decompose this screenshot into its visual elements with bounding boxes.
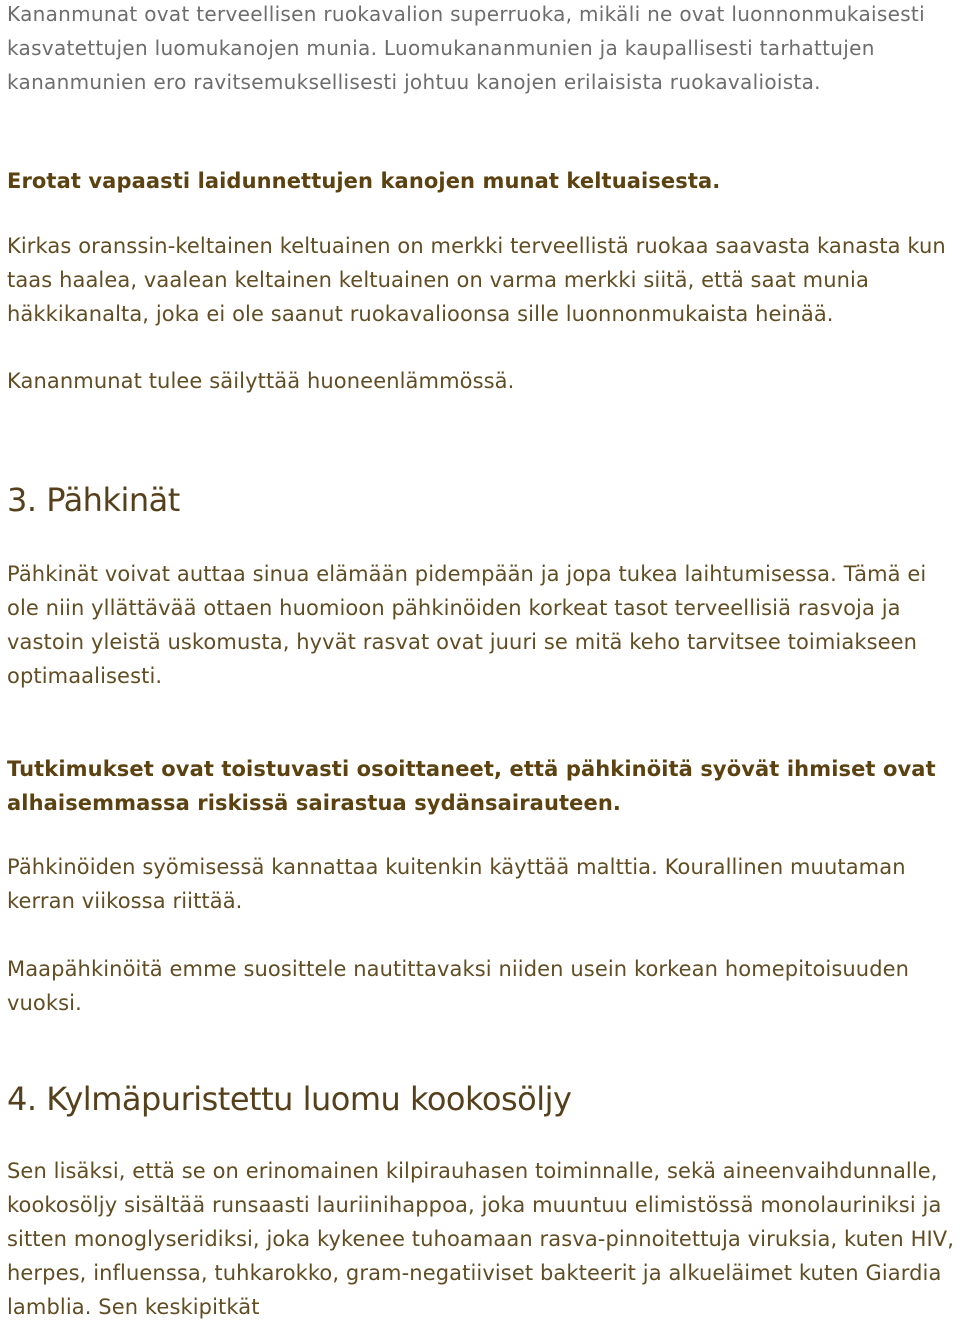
- moderation-paragraph: Pähkinöiden syömisessä kannattaa kuitenkin käyttää malttia. Kourallinen muutaman kerran viikossa riittää.: [7, 855, 906, 913]
- storage-paragraph: Kananmunat tulee säilyttää huoneenlämmössä.: [7, 369, 515, 393]
- section-heading-coconut: 4. Kylmäpuristettu luomu kookosöljy: [7, 1080, 572, 1118]
- yolk-paragraph: Kirkas oranssin-keltainen keltuainen on merkki terveellistä ruokaa saavasta kanasta kun taas haalea, vaalean keltainen keltuainen on varma merkki siitä, että saat munia häkkikanalta, joka ei ole saanut ruokavalioonsa sille luonnonmukaista heinää.: [7, 234, 946, 326]
- nuts-highlight: Tutkimukset ovat toistuvasti osoittaneet, että pähkinöitä syövät ihmiset ovat alhaisemmassa riskissä sairastua sydänsairauteen.: [7, 757, 936, 815]
- eggs-highlight: Erotat vapaasti laidunnettujen kanojen munat keltuaisesta.: [7, 169, 721, 193]
- section-heading-nuts: 3. Pähkinät: [7, 481, 180, 519]
- coconut-paragraph: Sen lisäksi, että se on erinomainen kilpirauhasen toiminnalle, sekä aineenvaihdunnalle, kookosöljy sisältää runsaasti lauriinihappoa, joka muuntuu elimistössä monolauriniksi ja sitten monoglyseridiksi, joka kykenee tuhoamaan rasva-pinnoitettuja viruksia, kuten HIV, herpes, influenssa, tuhkarokko, gram-negatiiviset bakteerit ja alkueläimet kuten Giardia lamblia. Sen keskipitkät: [7, 1159, 954, 1319]
- nuts-paragraph: Pähkinät voivat auttaa sinua elämään pidempään ja jopa tukea laihtumisessa. Tämä ei ole niin yllättävää ottaen huomioon pähkinöiden korkeat tasot terveellisiä rasvoja ja vastoin yleistä uskomusta, hyvät rasvat ovat juuri se mitä keho tarvitsee toimiakseen optimaalisesti.: [7, 562, 927, 688]
- peanut-paragraph: Maapähkinöitä emme suosittele nautittavaksi niiden usein korkean homepitoisuuden vuoksi.: [7, 957, 910, 1015]
- intro-paragraph: Kananmunat ovat terveellisen ruokavalion superruoka, mikäli ne ovat luonnonmukaisesti kasvatettujen luomukanojen munia. Luomukananmunien ja kaupallisesti tarhattujen kananmunien ero ravitsemuksellisesti johtuu kanojen erilaisista ruokavalioista.: [7, 2, 925, 94]
